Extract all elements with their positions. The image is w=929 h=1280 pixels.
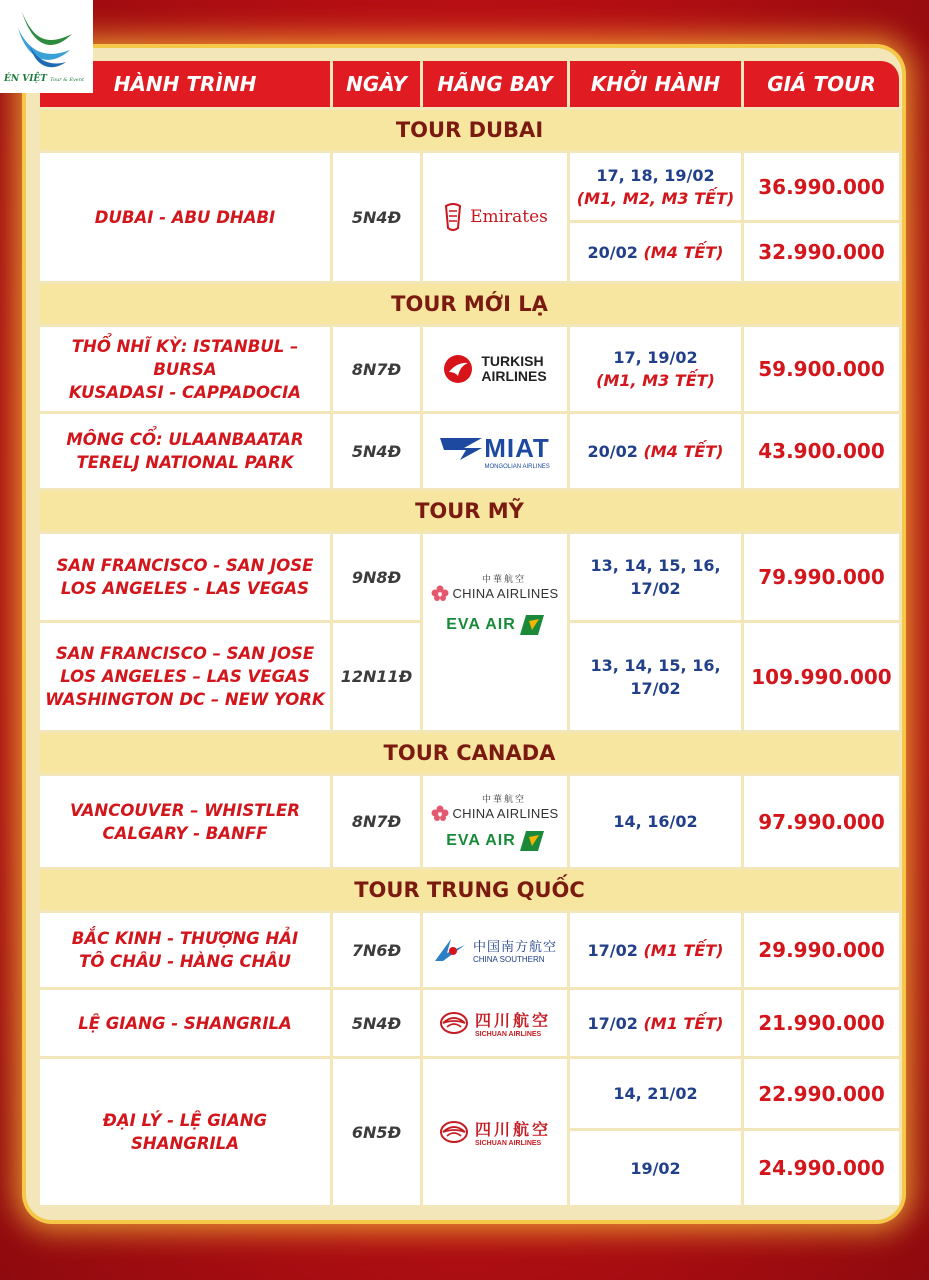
- section-my: TOUR MỸ: [40, 491, 899, 531]
- route-us-2: [40, 623, 330, 730]
- eva-air-logo: [446, 615, 544, 635]
- china-airlines-logo: [431, 572, 558, 601]
- header-route: HÀNH TRÌNH: [40, 61, 330, 107]
- header-departure: KHỞI HÀNH: [570, 61, 741, 107]
- header-days: NGÀY: [333, 61, 420, 107]
- days-canada: 8N7Đ: [333, 776, 420, 867]
- table-row: [40, 990, 899, 1056]
- header-airline: HÃNG BAY: [423, 61, 567, 107]
- airline-cell: [423, 990, 567, 1056]
- airline-cell: [423, 1059, 567, 1205]
- china-airlines-en: CHINA AIRLINES: [452, 805, 559, 821]
- section-trung-quoc: TOUR TRUNG QUỐC: [40, 870, 899, 910]
- days-mongolia: 5N4Đ: [333, 414, 420, 488]
- departure-dates: 17/02: [630, 579, 681, 598]
- price-us-2: 109.990.000: [744, 623, 899, 730]
- departure-dates: 17, 18, 19/02: [596, 165, 715, 185]
- price-us-1: 79.990.000: [744, 534, 899, 620]
- sichuan-airlines-logo: [439, 1117, 551, 1147]
- departure-china-3-1: 14, 21/02: [570, 1059, 741, 1128]
- china-southern-en: CHINA SOUTHERN: [472, 955, 545, 964]
- tour-price-table: [37, 58, 902, 1208]
- swallow-icon: [14, 6, 76, 72]
- tet-note: (M1, M3 TẾT): [596, 371, 715, 390]
- route-line: LOS ANGELES – LAS VEGAS: [60, 667, 310, 686]
- table-row: [40, 776, 899, 867]
- days-turkey: 8N7Đ: [333, 327, 420, 411]
- eva-name: EVA AIR: [446, 832, 516, 849]
- price-china-3-2: 24.990.000: [744, 1131, 899, 1205]
- price-china-1: 29.990.000: [744, 913, 899, 987]
- eva-emblem-icon: [520, 615, 544, 635]
- miat-logo: [440, 433, 550, 470]
- turkish-line-1: TURKISH: [481, 353, 544, 369]
- route-china-2: LỆ GIANG - SHANGRILA: [40, 990, 330, 1056]
- sichuan-bird-icon: [439, 1011, 469, 1035]
- departure-dates: 13, 14, 15, 16,: [590, 655, 721, 675]
- price-mongolia: 43.900.000: [744, 414, 899, 488]
- price-dubai-1: 36.990.000: [744, 153, 899, 220]
- airline-cell: [423, 153, 567, 281]
- route-line: CALGARY - BANFF: [102, 823, 268, 843]
- days-dubai: 5N4Đ: [333, 153, 420, 281]
- airline-cell: [423, 776, 567, 867]
- table-row: [40, 414, 899, 488]
- days-us-1: 9N8Đ: [333, 534, 420, 620]
- days-china-1: 7N6Đ: [333, 913, 420, 987]
- sichuan-airlines-logo: [439, 1008, 551, 1038]
- departure-dates: 13, 14, 15, 16,: [590, 556, 721, 575]
- tet-note: (M1 TẾT): [643, 940, 724, 960]
- plum-blossom-icon: [431, 805, 449, 821]
- airline-cell: [423, 414, 567, 488]
- route-line: TÔ CHÂU - HÀNG CHÂU: [79, 952, 291, 971]
- china-airlines-logo: [431, 792, 558, 821]
- departure-mongolia: [570, 414, 741, 488]
- departure-us-2: [570, 623, 741, 730]
- airline-cell: [423, 327, 567, 411]
- tet-note: (M1 TẾT): [643, 1013, 724, 1033]
- turkish-line-2: AIRLINES: [481, 368, 547, 384]
- china-airlines-cn: 中華航空: [481, 574, 526, 584]
- route-line: BẮC KINH - THƯỢNG HẢI: [71, 929, 299, 948]
- sichuan-cn: 四川航空: [474, 1122, 551, 1139]
- kapok-flower-icon: [433, 937, 467, 963]
- section-dubai: TOUR DUBAI: [40, 110, 899, 150]
- sichuan-cn: 四川航空: [474, 1013, 551, 1030]
- table-row: [40, 327, 899, 411]
- table-header: [40, 61, 899, 107]
- brand-sub: Tour & Event: [50, 77, 84, 83]
- days-china-3: 6N5Đ: [333, 1059, 420, 1205]
- emirates-logo: [442, 202, 548, 232]
- turkish-airlines-logo: [443, 354, 546, 384]
- table-row: [40, 1059, 899, 1128]
- sichuan-en: SICHUAN AIRLINES: [474, 1140, 542, 1147]
- route-line: MÔNG CỔ: ULAANBAATAR: [66, 430, 304, 449]
- china-southern-logo: [433, 936, 557, 964]
- days-us-2: 12N11Đ: [333, 623, 420, 730]
- departure-canada: 14, 16/02: [570, 776, 741, 867]
- price-china-3-1: 22.990.000: [744, 1059, 899, 1128]
- route-line: TERELJ NATIONAL PARK: [76, 453, 294, 472]
- departure-us-1: [570, 534, 741, 620]
- emirates-name: Emirates: [470, 207, 548, 227]
- route-china-1: [40, 913, 330, 987]
- price-dubai-2: 32.990.000: [744, 223, 899, 281]
- departure-dates: 20/02: [587, 242, 638, 262]
- departure-china-1: [570, 913, 741, 987]
- departure-dates: 17, 19/02: [613, 348, 698, 367]
- price-canada: 97.990.000: [744, 776, 899, 867]
- route-china-3: [40, 1059, 330, 1205]
- departure-turkey: [570, 327, 741, 411]
- route-line: SAN FRANCISCO – SAN JOSE: [55, 644, 315, 663]
- departure-dates: 20/02: [587, 441, 638, 461]
- route-mongolia: [40, 414, 330, 488]
- emirates-emblem-icon: [442, 202, 464, 232]
- miat-name: MIAT: [484, 432, 550, 463]
- miat-wing-icon: [440, 436, 482, 460]
- eva-name: EVA AIR: [446, 616, 516, 633]
- turkish-bird-icon: [443, 354, 473, 384]
- eva-emblem-icon: [520, 831, 544, 851]
- table-row: [40, 913, 899, 987]
- sichuan-en: SICHUAN AIRLINES: [474, 1031, 542, 1038]
- departure-china-3-2: 19/02: [570, 1131, 741, 1205]
- table-row: [40, 153, 899, 220]
- route-line: ĐẠI LÝ - LỆ GIANG: [102, 1111, 268, 1130]
- price-turkey: 59.900.000: [744, 327, 899, 411]
- route-line: THỔ NHĨ KỲ: ISTANBUL – BURSA: [71, 336, 299, 379]
- departure-dates: 17/02: [587, 940, 638, 960]
- route-dubai: DUBAI - ABU DHABI: [40, 153, 330, 281]
- miat-sub: MONGOLIAN AIRLINES: [484, 463, 550, 470]
- china-airlines-en: CHINA AIRLINES: [452, 585, 559, 601]
- departure-dates: 17/02: [587, 1013, 638, 1033]
- table-row: [40, 534, 899, 620]
- china-southern-cn: 中国南方航空: [472, 939, 557, 954]
- price-china-2: 21.990.000: [744, 990, 899, 1056]
- departure-dubai-2: [570, 223, 741, 281]
- route-canada: [40, 776, 330, 867]
- sichuan-bird-icon: [439, 1120, 469, 1144]
- section-canada: TOUR CANADA: [40, 733, 899, 773]
- brand-logo: [0, 0, 93, 93]
- route-line: SAN FRANCISCO - SAN JOSE: [56, 556, 314, 575]
- route-turkey: [40, 327, 330, 411]
- tet-note: (M1, M2, M3 TẾT): [576, 188, 735, 208]
- tet-note: (M4 TẾT): [643, 242, 724, 262]
- plum-blossom-icon: [431, 585, 449, 601]
- brand-name: ÉN VIỆT: [4, 74, 47, 84]
- route-line: WASHINGTON DC – NEW YORK: [45, 690, 325, 709]
- eva-air-logo: [446, 831, 544, 851]
- route-line: SHANGRILA: [131, 1134, 239, 1153]
- airline-cell: [423, 913, 567, 987]
- route-us-1: [40, 534, 330, 620]
- airline-cell: [423, 534, 567, 730]
- route-line: LOS ANGELES - LAS VEGAS: [60, 579, 310, 598]
- route-line: KUSADASI - CAPPADOCIA: [68, 382, 302, 402]
- days-china-2: 5N4Đ: [333, 990, 420, 1056]
- tet-note: (M4 TẾT): [643, 441, 724, 461]
- departure-china-2: [570, 990, 741, 1056]
- header-price: GIÁ TOUR: [744, 61, 899, 107]
- china-airlines-cn: 中華航空: [481, 794, 526, 804]
- departure-dubai-1: [570, 153, 741, 220]
- departure-dates: 17/02: [630, 678, 681, 698]
- route-line: VANCOUVER – WHISTLER: [69, 800, 301, 820]
- section-moi-la: TOUR MỚI LẠ: [40, 284, 899, 324]
